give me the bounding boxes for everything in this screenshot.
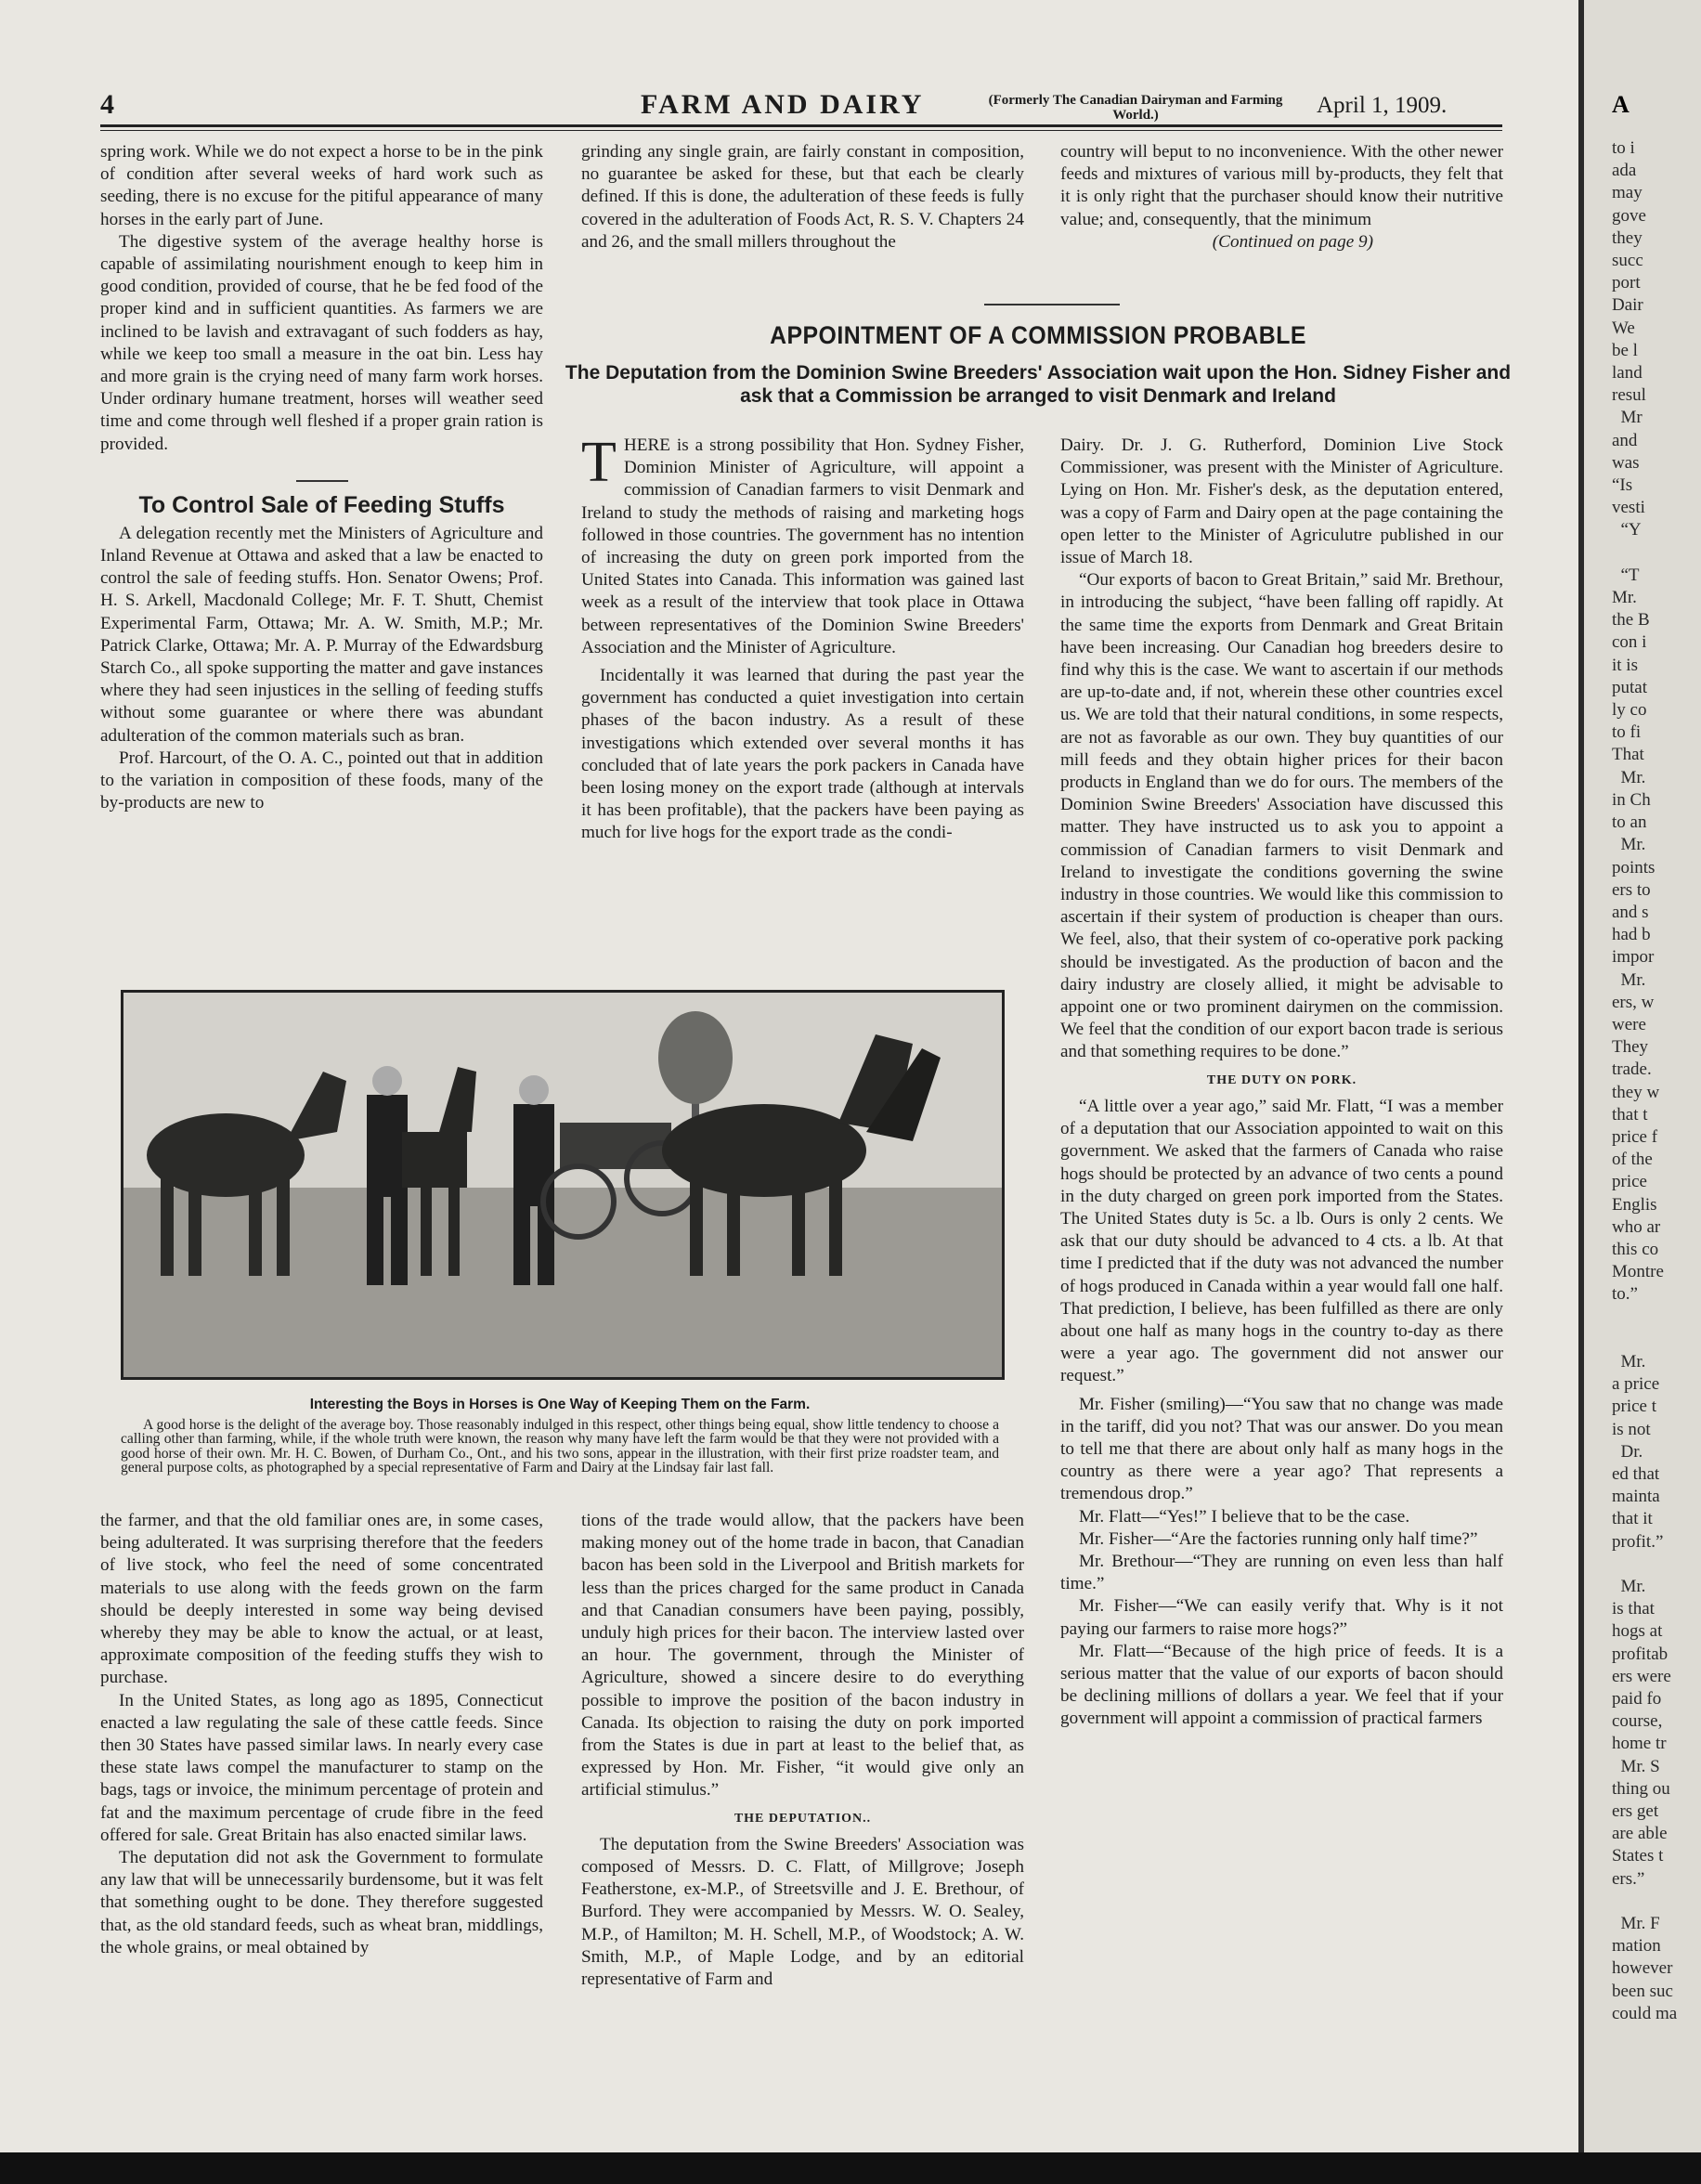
subsection-heading: THE DEPUTATION.. (734, 1811, 872, 1826)
paragraph: A delegation recently met the Ministers of Agriculture and Inland Revenue at Ottawa and asked that a law be enacted to control the sale of feeding stuffs. Hon. Senator Owens; Prof. H. S. Arkell, Macdonald College; Mr. F. T. Shutt, Chemist Experimental Farm, Ottawa; Mr. A. W. Smith, M.P.; Mr. Patrick Clarke, Ottawa; Mr. A. P. Murray of the Edwardsburg Starch Co., all spoke supporting the matter and gave instances where they had seen injustices in the selling of feeding stuffs without some guarantee or where there was abundant adulteration of the common materials such as bran. (100, 523, 543, 746)
column-1-bottom (100, 1510, 543, 1959)
divider (296, 480, 348, 482)
subsection-heading: THE DUTY ON PORK. (1206, 1072, 1357, 1087)
paragraph: country will beput to no inconvenience. With the other newer feeds and mixtures of various mill by-products, they felt that it is only right that the purchaser should know their nutritive value; and, consequently, that the minimum (1060, 142, 1503, 229)
paragraph: Mr. Brethour—“They are running on even less than half time.” (1060, 1551, 1503, 1594)
paragraph: The deputation did not ask the Government to formulate any law that will be unnecessarily burdensome, but it was felt that something ought to be done. They therefore suggested that, as the old standard feeds, such as wheat bran, middlings, the whole grains, or meal obtained by (100, 1848, 543, 1957)
paragraph: Mr. Fisher—“Are the factories running only half time?” (1079, 1528, 1478, 1549)
column-3-mid (1060, 435, 1503, 1731)
scan-edge (0, 2152, 1701, 2184)
paragraph: Mr. Fisher—“We can easily verify that. Why is it not paying our farmers to raise more hogs?” (1060, 1596, 1503, 1639)
paragraph: “A little over a year ago,” said Mr. Flatt, “I was a member of a deputation that our Association appointed to wait on this government. We asked that the farmers of Canada who raise hogs should be protected by an advance of two cents a pound in the duty charged on green pork imported from the States. The United States duty is 5c. a lb. Ours is only 2 cents. We ask that our duty should be advanced to 4 cts. a lb. At that time I predicted that if the duty was not advanced the number of hogs produced in Canada within a year would fall one half. That prediction, I believe, has been fulfilled as there are only about one half as many hogs in the country to-day as there were a year ago. The government did not answer our request.” (1060, 1096, 1503, 1386)
paragraph: Mr. Fisher (smiling)—“You saw that no change was made in the tariff, did you not? That was our answer. Do you mean to tell me that there are about only half as many hogs in the country as there were a year ago? That represents a tremendous drop.” (1060, 1394, 1503, 1504)
paragraph: the farmer, and that the old familiar ones are, in some cases, being adulterated. It was surprising therefore that the feeders of live stock, who feel the need of some concentrated materials to use along with the feeds grown on the farm should be deeply interested in some way being devised whereby they may be able to know the actual, or at least, approximate composition of the feeding stuffs they wish to purchase. (100, 1511, 543, 1688)
adjacent-page-heading: A (1612, 91, 1630, 118)
header-rule (100, 124, 1502, 127)
continued-note: (Continued on page 9) (1212, 231, 1373, 252)
paragraph: Dairy. Dr. J. G. Rutherford, Dominion Live Stock Commissioner, was present with the Minister of Agriculture. Lying on Hon. Mr. Fisher's desk, as the deputation entered, was a copy of Farm and Dairy open at the page containing the open letter to the Minister of Agriculutre published in our issue of March 18. (1060, 436, 1503, 568)
column-3-top (1060, 141, 1503, 254)
adjacent-page-text: to i ada may gove they succ port Dair We be l land resul Mr and was “Is vesti “Y “T Mr. the B con i it is putat ly co to fi That Mr. in Ch to an Mr. points ers to and s had b impor Mr. ers, w were They trade. they w that t price f of the price Englis who ar this co Montre to.” Mr. a price price t is not Dr. ed that mainta that it profit.” Mr. is that hogs at profitab ers were paid fo course, home tr Mr. S thing ou ers get are able States t ers.” Mr. F mation however been suc could ma (1612, 138, 1678, 2023)
paragraph: Incidentally it was learned that during the past year the government has conducted a quiet investigation into certain phases of the bacon industry. As a result of these investigations which extended over several months it has concluded that of late years the pork packers in Canada have been losing money on the export trade (although at intervals it has been profitable), that the packers have been paying as much for live hogs for the export trade as the condi- (581, 666, 1024, 843)
paragraph: Prof. Harcourt, of the O. A. C., pointed out that in addition to the variation in composition of these foods, many of the by-products are new to (100, 748, 543, 813)
header-rule-thin (100, 130, 1502, 131)
paragraph: tions of the trade would allow, that the packers have been making money out of the home trade in bacon, that Canadian bacon has been sold in the Liverpool and British markets for less than the prices charged for the same product in Canada and that Canadian consumers have been paying, possibly, unduly high prices for their bacon. The interview lasted over an hour. The government, through the Minister of Agriculture, showed a sincere desire to do everything possible to improve the position of the bacon industry in Canada. Its objection to raising the duty on pork imported from the States is due in part at least to the belief that, as expressed by Hon. Mr. Fisher, “it would give only an artificial stimulus.” (581, 1511, 1024, 1800)
paragraph: “Our exports of bacon to Great Britain,” said Mr. Brethour, in introducing the subject, “have been falling off rapidly. At the same time the exports from Denmark and Great Britain have been increasing. Our Canadian hog breeders desire to find why this is the case. We want to ascertain if our methods are up-to-date and, if not, wherein these other countries excel us. We are told that their natural conditions, in some respects, are not as favorable as our own. They buy quantities of our mill feeds and they obtain higher prices for their bacon products in England than we do for ours. The members of the Dominion Swine Breeders' Association have discussed this matter. They have instructed us to ask you to appoint a commission of Canadian farmers to visit Denmark and Ireland to investigate the conditions governing the swine industry in those countries. We would like this commission to ascertain if their system of production is cheaper than ours. We feel, also, that their system of co-operative pork packing should be investigated. As the production of bacon and the dairy industry are closely allied, it might be advisable to appoint one or two prominent dairymen on the commission. We feel that the condition of our export bacon trade is serious and that something requires to be done.” (1060, 570, 1503, 1062)
paragraph: The digestive system of the average healthy horse is capable of assimilating nourishment enough to keep him in good condition, provided of course, that he be fed food of the proper kind and in sufficient quantities. As farmers we are inclined to be lavish and extravagant of such fodders as hay, while we keep too small a measure in the oat bin. Less hay and more grain is the crying need of many farm work horses. Under ordinary humane treatment, horses will weather seed time and come through well fleshed if a proper grain ration is provided. (100, 231, 543, 454)
paragraph: In the United States, as long ago as 1895, Connecticut enacted a law regulating the sale of these cattle feeds. Since then 30 States have passed similar laws. In nearly every case these state laws compel the manufacturer to stamp on the bags, tags or invoice, the minimum percentage of protein and fat and the maximum percentage of crude fibre in the feed offered for sale. Great Britain has also enacted similar laws. (100, 1690, 543, 1845)
photo-caption-title: Interesting the Boys in Horses is One Way of Keeping Them on the Farm. (309, 1397, 811, 1412)
paragraph: Mr. Flatt—“Because of the high price of feeds. It is a serious matter that the value of our exports of bacon should be declining millions of dollars a year. We feel that if your government will appoint a commission of practical farmers (1060, 1641, 1503, 1729)
article-subhead: The Deputation from the Dominion Swine Breeders' Association wait upon the Hon. Sidney Fisher and ask that a Commission be arranged to visit Denmark and Ireland (565, 362, 1512, 407)
column-2-mid (581, 431, 1024, 845)
horses-photograph (121, 990, 1005, 1380)
newspaper-title: FARM AND DAIRY (641, 89, 925, 120)
section-heading: To Control Sale of Feeding Stuffs (138, 491, 505, 518)
column-1-top (100, 141, 543, 814)
paragraph: grinding any single grain, are fairly constant in composition, no guarantee be asked for these, but that each be clearly defined. If this is done, the adulteration of these feeds is fully covered in the adulteration of Foods Act, R. S. V. Chapters 24 and 26, and the small millers throughout the (581, 142, 1024, 252)
article-divider (984, 304, 1120, 306)
paragraph: spring work. While we do not expect a horse to be in the pink of condition after several weeks of hard work such as seeding, there is no excuse for the pitiful appearance of many horses in the early part of June. (100, 142, 543, 229)
paragraph: Mr. Flatt—“Yes!” I believe that to be the case. (1079, 1506, 1410, 1527)
adjacent-page-edge (1578, 0, 1701, 2184)
page-number: 4 (100, 89, 114, 120)
paragraph: HERE is a strong possibility that Hon. Sydney Fisher, Dominion Minister of Agriculture, will appoint a commission of Canadian farmers to visit Denmark and Ireland to study the methods of raising and marketing hogs followed in those countries. The government has no intention of increasing the duty on green pork imported from the United States into Canada. This information was gained last week as a result of the interview that took place in Ottawa between representatives of the Dominion Swine Breeders' Association and the Minister of Agriculture. (581, 436, 1024, 657)
photo-caption-body: A good horse is the delight of the average boy. Those reasonably indulged in this respect, other things being equal, show little tendency to choose a calling other than farming, while, if the whole truth were known, the reason why many have left the farm would be that they were not provided with a good horse of their own. Mr. H. C. Bowen, of Durham Co., Ont., and his two sons, appear in the illustration, with their first prize roadster team, and general purpose colts, as photographed by a special representative of Farm and Dairy at the Lindsay fair last fall. (121, 1417, 999, 1476)
article-headline: APPOINTMENT OF A COMMISSION PROBABLE (770, 321, 1306, 349)
photo-illustration (123, 993, 1002, 1377)
paragraph: The deputation from the Swine Breeders' Association was composed of Messrs. D. C. Flatt, of Millgrove; Joseph Featherstone, ex-M.P., of Streetsville and J. E. Brethour, of Burford. They were accompanied by Messrs. W. O. Sealey, M.P., of Hamilton; M. H. Schell, M.P., of Woodstock; A. W. Smith, M.P., of Maple Lodge, and by an editorial representative of Farm and (581, 1834, 1024, 1990)
column-2-bottom (581, 1510, 1024, 1991)
masthead (100, 85, 1502, 123)
formerly-note: (Formerly The Canadian Dairyman and Farming World.) (988, 93, 1283, 123)
drop-cap: T (581, 431, 617, 494)
article-header (565, 321, 1512, 408)
issue-date: April 1, 1909. (1317, 93, 1448, 118)
column-2-top (581, 141, 1024, 254)
